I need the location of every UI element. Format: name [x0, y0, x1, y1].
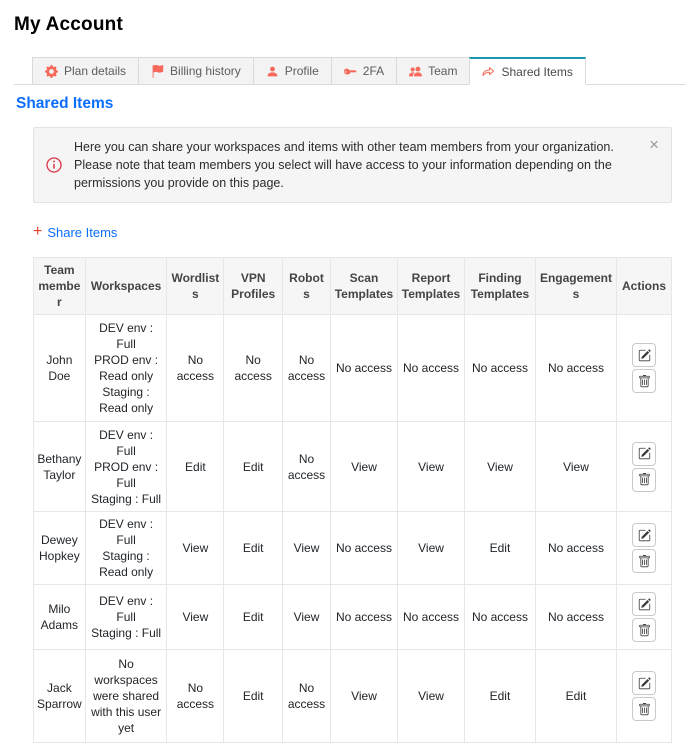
member-cell: Jack Sparrow [34, 650, 86, 743]
key-icon [344, 65, 357, 78]
tab-2fa[interactable] [331, 57, 397, 85]
scan-templates-cell: View [330, 422, 397, 512]
trash-icon [638, 473, 651, 486]
close-icon[interactable]: × [649, 135, 659, 154]
robots-cell: No access [283, 650, 331, 743]
workspace-line: Staging : Read only [99, 385, 154, 415]
vpn-profiles-cell: Edit [224, 512, 283, 585]
col-workspaces: Workspaces [85, 258, 167, 315]
member-cell: Milo Adams [34, 585, 86, 650]
finding-templates-cell: No access [465, 315, 536, 422]
finding-templates-cell: View [465, 422, 536, 512]
tab-label: 2FA [362, 64, 385, 78]
tab-label: Team [428, 64, 458, 78]
page-title: My Account [14, 14, 123, 35]
edit-button[interactable] [632, 523, 656, 547]
tab-plan-details[interactable] [32, 57, 139, 85]
workspaces-cell [85, 315, 167, 422]
table-row [34, 650, 672, 743]
trash-icon [638, 375, 651, 388]
actions-cell [617, 512, 672, 585]
account-tabbar [14, 57, 686, 85]
col-finding-templates: Finding Templates [465, 258, 536, 315]
edit-icon [638, 529, 651, 542]
workspace-line: Staging : Full [91, 491, 162, 506]
gear-icon [45, 65, 58, 78]
workspace-line: DEV env : Full [99, 321, 154, 351]
col-engagements: Engagements [535, 258, 616, 315]
edit-button[interactable] [632, 592, 656, 616]
table-row [34, 315, 672, 422]
workspace-line: DEV env : Full [99, 594, 154, 624]
wordlists-cell: View [167, 512, 224, 585]
robots-cell: View [283, 585, 331, 650]
info-line-1: Here you can share your workspaces and items with other team members from your organization. [74, 140, 614, 154]
wordlists-cell: Edit [167, 422, 224, 512]
tab-label: Plan details [64, 64, 127, 78]
robots-cell: No access [283, 422, 331, 512]
scan-templates-cell: No access [330, 512, 397, 585]
table-header-row [34, 258, 672, 315]
trash-icon [638, 703, 651, 716]
workspaces-cell [85, 585, 167, 650]
member-cell: Bethany Taylor [34, 422, 86, 512]
robots-cell: No access [283, 315, 331, 422]
col-vpn-profiles: VPN Profiles [224, 258, 283, 315]
section-heading: Shared Items [16, 95, 114, 112]
engagements-cell: View [535, 422, 616, 512]
report-templates-cell: No access [397, 315, 464, 422]
scan-templates-cell: No access [330, 315, 397, 422]
edit-icon [638, 349, 651, 362]
report-templates-cell: No access [397, 585, 464, 650]
wordlists-cell: No access [167, 650, 224, 743]
trash-icon [638, 624, 651, 637]
share-items-link[interactable] [33, 224, 117, 240]
report-templates-cell: View [397, 512, 464, 585]
engagements-cell: No access [535, 512, 616, 585]
col-robots: Robots [283, 258, 331, 315]
engagements-cell: No access [535, 315, 616, 422]
person-icon [266, 65, 279, 78]
delete-button[interactable] [632, 369, 656, 393]
tab-team[interactable] [396, 57, 470, 85]
tab-label: Billing history [170, 64, 241, 78]
edit-icon [638, 598, 651, 611]
workspace-line: No workspaces were shared with this user yet [91, 657, 162, 735]
actions-cell [617, 422, 672, 512]
col-team-member: Team member [34, 258, 86, 315]
delete-button[interactable] [632, 697, 656, 721]
shared-items-table [33, 257, 672, 743]
actions-cell [617, 585, 672, 650]
workspace-line: DEV env : Full [99, 427, 154, 458]
flag-icon [151, 65, 164, 78]
trash-icon [638, 555, 651, 568]
delete-button[interactable] [632, 549, 656, 573]
col-actions: Actions [617, 258, 672, 315]
tab-profile[interactable] [253, 57, 332, 85]
tab-label: Shared Items [501, 64, 573, 79]
scan-templates-cell: View [330, 650, 397, 743]
table-row [34, 422, 672, 512]
info-line-2: Please note that team members you select will have access to your information depending on the permissions you provide on this page. [74, 158, 612, 190]
workspaces-cell [85, 650, 167, 743]
col-report-templates: Report Templates [397, 258, 464, 315]
actions-cell [617, 650, 672, 743]
scan-templates-cell: No access [330, 585, 397, 650]
col-wordlists: Wordlists [167, 258, 224, 315]
workspace-line: DEV env : Full [99, 517, 154, 547]
workspaces-cell [85, 512, 167, 585]
edit-icon [638, 677, 651, 690]
vpn-profiles-cell: Edit [224, 422, 283, 512]
engagements-cell: Edit [535, 650, 616, 743]
vpn-profiles-cell: No access [224, 315, 283, 422]
member-cell: John Doe [34, 315, 86, 422]
tab-label: Profile [284, 64, 319, 78]
robots-cell: View [283, 512, 331, 585]
workspaces-cell [85, 422, 167, 512]
edit-button[interactable] [632, 343, 656, 367]
workspace-line: PROD env : Full [94, 459, 159, 490]
share-icon [482, 65, 495, 78]
table-row [34, 512, 672, 585]
workspace-line: PROD env : Read only [94, 353, 159, 383]
vpn-profiles-cell: Edit [224, 650, 283, 743]
table-row [34, 585, 672, 650]
share-items-label: Share Items [47, 224, 118, 240]
wordlists-cell: No access [167, 315, 224, 422]
tab-billing-history[interactable] [138, 57, 254, 85]
finding-templates-cell: Edit [465, 512, 536, 585]
info-text [74, 138, 637, 192]
info-box [33, 127, 672, 203]
vpn-profiles-cell: Edit [224, 585, 283, 650]
edit-button[interactable] [632, 671, 656, 695]
engagements-cell: No access [535, 585, 616, 650]
delete-button[interactable] [632, 618, 656, 642]
edit-icon [638, 447, 651, 460]
finding-templates-cell: Edit [465, 650, 536, 743]
plus-icon: + [33, 223, 43, 240]
actions-cell [617, 315, 672, 422]
report-templates-cell: View [397, 422, 464, 512]
col-scan-templates: Scan Templates [330, 258, 397, 315]
member-cell: Dewey Hopkey [34, 512, 86, 585]
tab-shared-items[interactable] [469, 57, 585, 85]
team-icon [409, 65, 422, 78]
report-templates-cell: View [397, 650, 464, 743]
workspace-line: Staging : Full [91, 626, 162, 640]
delete-button[interactable] [632, 468, 656, 492]
finding-templates-cell: No access [465, 585, 536, 650]
shared-items-table-wrap [33, 257, 672, 743]
edit-button[interactable] [632, 442, 656, 466]
info-circle-icon [46, 157, 62, 173]
wordlists-cell: View [167, 585, 224, 650]
workspace-line: Staging : Read only [99, 549, 154, 579]
